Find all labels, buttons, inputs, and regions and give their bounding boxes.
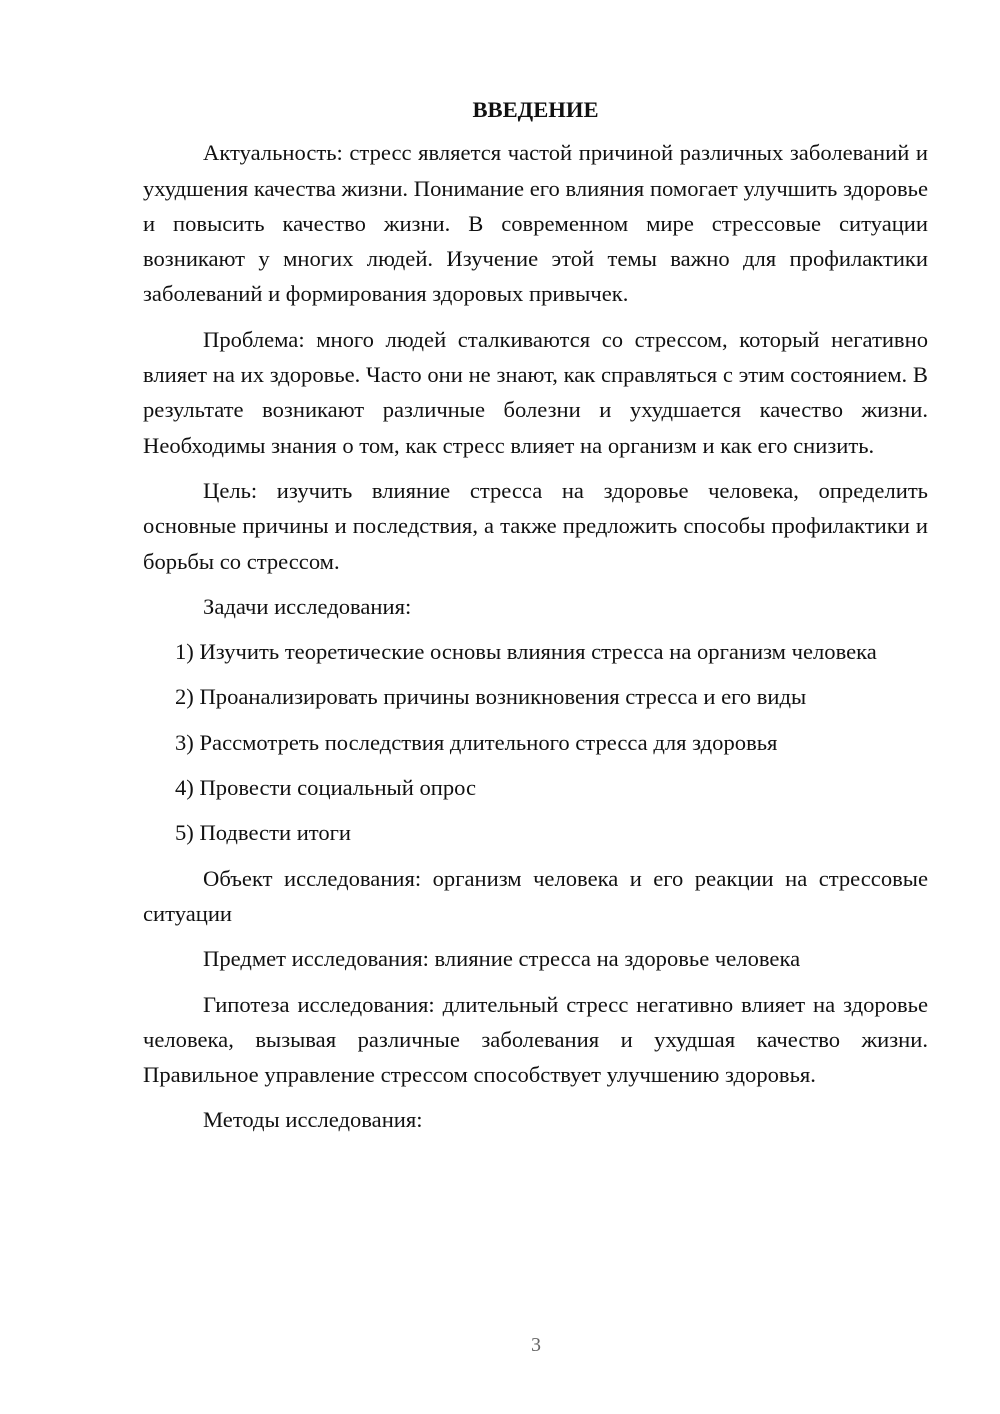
goal-paragraph: Цель: изучить влияние стресса на здоровье человека, определить основные причины и последствия, а также предложить способы профилактики и борьбы со стрессом. bbox=[143, 477, 928, 574]
task-item: 3) Рассмотреть последствия длительного стресса для здоровья bbox=[175, 729, 778, 755]
methods-heading: Методы исследования: bbox=[203, 1107, 423, 1133]
task-item: 1) Изучить теоретические основы влияния стресса на организм человека bbox=[175, 639, 877, 665]
tasks-heading: Задачи исследования: bbox=[203, 593, 412, 619]
section-title: ВВЕДЕНИЕ bbox=[472, 97, 599, 122]
page-number: 3 bbox=[531, 1334, 541, 1356]
relevance-paragraph: Актуальность: стресс является частой причиной различных заболеваний и ухудшения качества жизни. Понимание его влияния помогает улучшить здоровье и повысить качество жизни. В современном мире стрессовые ситуации возникают у многих людей. Изучение этой темы важно для профилактики заболеваний и формирования здоровых привычек. bbox=[143, 140, 928, 307]
page-content bbox=[143, 92, 928, 1148]
task-item: 5) Подвести итоги bbox=[175, 820, 352, 846]
object-paragraph: Объект исследования: организм человека и его реакции на стрессовые ситуации bbox=[143, 865, 928, 926]
subject-paragraph: Предмет исследования: влияние стресса на здоровье человека bbox=[203, 946, 801, 972]
task-item: 2) Проанализировать причины возникновения стресса и его виды bbox=[175, 684, 807, 710]
task-item: 4) Провести социальный опрос bbox=[175, 775, 477, 801]
problem-paragraph: Проблема: много людей сталкиваются со стрессом, который негативно влияет на их здоровье. Часто они не знают, как справляться с этим состоянием. В результате возникают различные болезни и ухудшается качество жизни. Необходимы знания о том, как стресс влияет на организм и как его снизить. bbox=[143, 326, 928, 458]
hypothesis-paragraph: Гипотеза исследования: длительный стресс негативно влияет на здоровье человека, вызывая различные заболевания и ухудшая качество жизни. Правильное управление стрессом способствует улучшению здоровья. bbox=[143, 991, 928, 1088]
